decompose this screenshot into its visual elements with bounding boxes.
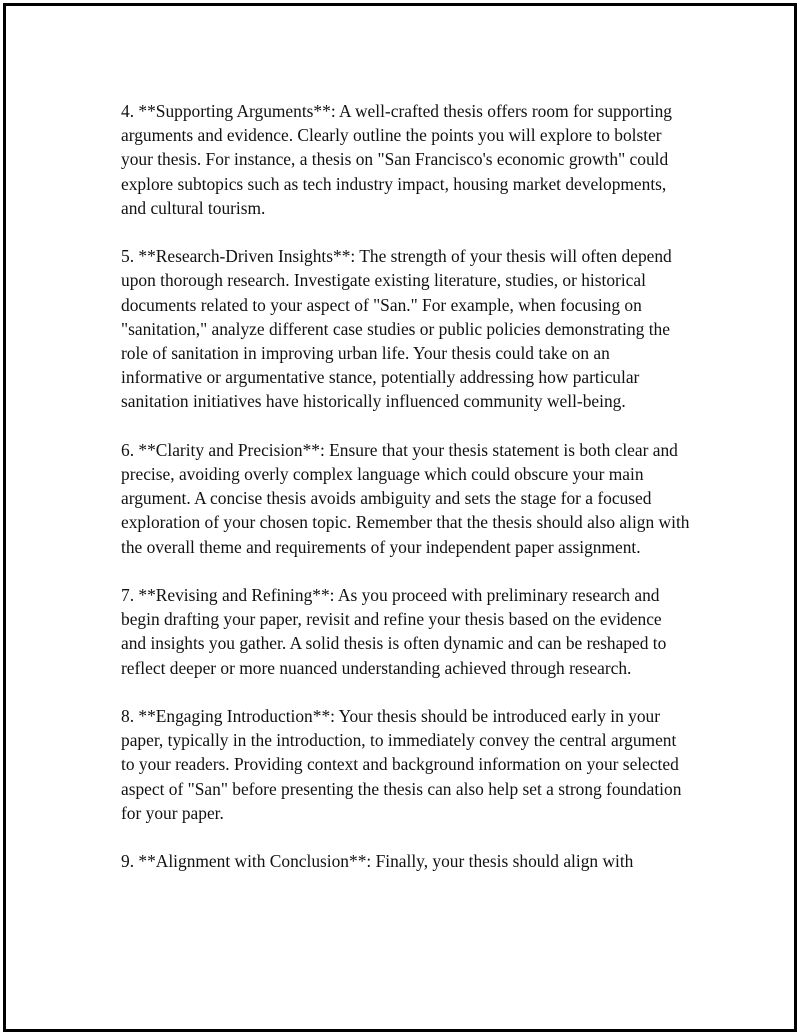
- paragraph-supporting-arguments: 4. **Supporting Arguments**: A well-crafted thesis offers room for supporting arguments and evidence. Clearly outline the points you will explore to bolster your thesis. For instance, a thesis on "San Francisco's economic growth" could explore subtopics such as tech industry impact, housing market developments, and cultural tourism.: [121, 101, 672, 218]
- paragraph-engaging-introduction: 8. **Engaging Introduction**: Your thesis should be introduced early in your paper, typically in the introduction, to immediately convey the central argument to your readers. Providing context and background information on your selected aspect of "San" before presenting the thesis can also help set a strong foundation for your paper.: [121, 706, 682, 823]
- paragraph-revising-and-refining: 7. **Revising and Refining**: As you proceed with preliminary research and begin drafting your paper, revisit and refine your thesis based on the evidence and insights you gather. A solid thesis is often dynamic and can be reshaped to reflect deeper or more nuanced understanding achieved through research.: [121, 585, 667, 678]
- paragraph-research-driven-insights: 5. **Research-Driven Insights**: The strength of your thesis will often depend upon thorough research. Investigate existing literature, studies, or historical documents related to your aspect of "San." For example, when focusing on "sanitation," analyze different case studies or public policies demonstrating the role of sanitation in improving urban life. Your thesis could take on an informative or argumentative stance, potentially addressing how particular sanitation initiatives have historically influenced community well-being.: [121, 246, 672, 412]
- paragraph-alignment-with-conclusion: 9. **Alignment with Conclusion**: Finally, your thesis should align with: [121, 851, 634, 872]
- document-body: [121, 99, 691, 873]
- page-frame: [3, 3, 797, 1032]
- paragraph-clarity-and-precision: 6. **Clarity and Precision**: Ensure that your thesis statement is both clear and precise, avoiding overly complex language which could obscure your main argument. A concise thesis avoids ambiguity and sets the stage for a focused exploration of your chosen topic. Remember that the thesis should also align with the overall theme and requirements of your independent paper assignment.: [121, 439, 690, 557]
